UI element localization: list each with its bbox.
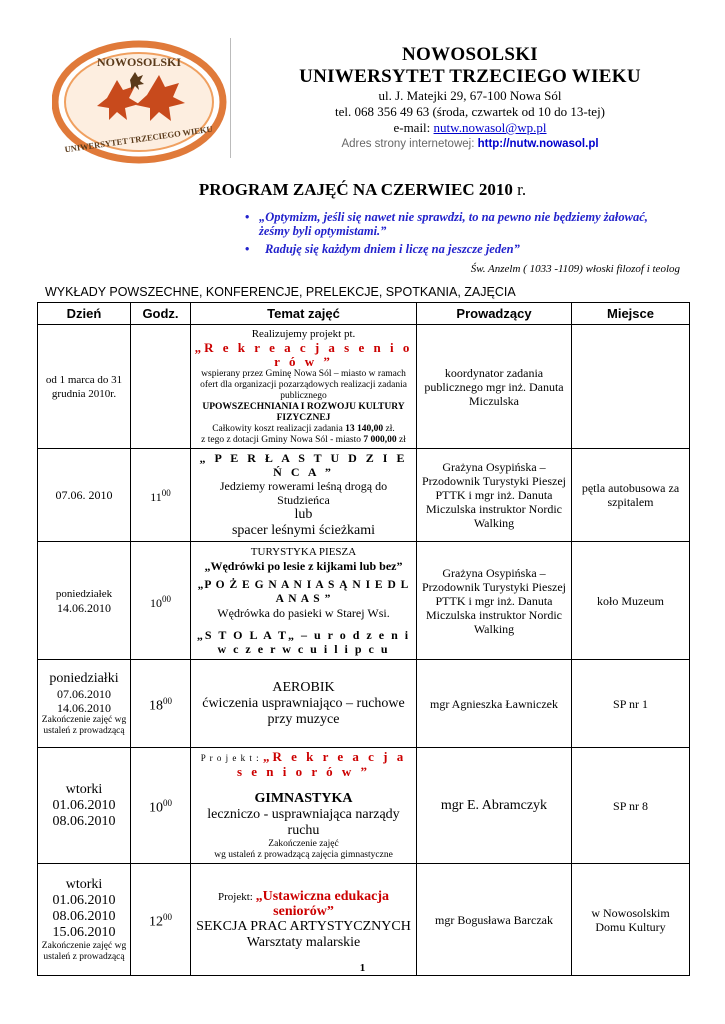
row1-l6 [194,424,413,435]
row5-l5: wg ustaleń z prowadzącą zajęcia gimnastyczne [214,850,393,860]
row5-l1 [194,750,413,779]
row2-place: pętla autobusowa za szpitalem [572,449,690,542]
header-title-1: NOWOSOLSKI [401,44,539,65]
table-row [38,325,690,449]
row1-l6c: zł. [383,424,395,434]
header-phone: tel. 068 356 49 63 (środa, czwartek od 10 do 13-tej) [334,104,606,119]
schedule-table [37,302,690,976]
row3-hour [131,542,191,660]
row4-day2: 07.06.2010 [57,686,111,701]
section-title: WYKŁADY POWSZECHNE, KONFERENCJE, PRELEKCJE, SPOTKANIA, ZAJĘCIA [45,285,516,299]
row4-l1: AEROBIK [272,679,335,695]
row5-topic [191,748,417,864]
row5-l3: leczniczo - usprawniająca narządy ruchu [207,807,400,838]
row5-place: SP nr 8 [572,748,690,864]
col-header-place: Miejsce [572,303,690,325]
row3-hour-m: 00 [162,593,171,604]
row5-l4: Zakończenie zajęć [268,839,339,849]
row1-topic [191,325,417,449]
table-row [38,748,690,864]
row6-topic [191,864,417,976]
col-header-hour: Godz. [131,303,191,325]
row4-place: SP nr 1 [572,660,690,748]
quote-2 [235,242,675,256]
row2-topic [191,449,417,542]
row3-l1: TURYSTYKA PIESZA [250,546,357,558]
row5-day3: 08.06.2010 [52,813,116,829]
col-header-topic: Temat zajęć [191,303,417,325]
row3-day1: poniedziałek [55,587,113,600]
row5-day [38,748,131,864]
row4-hour-h: 18 [149,698,163,714]
row1-l4: ofert dla organizacji pozarządowych realizacji zadania publicznego [200,380,407,401]
row6-place: w Nowosolskim Domu Kultury [572,864,690,976]
row2-lead: Grażyna Osypińska – Przodownik Turystyki Pieszej PTTK i mgr inż. Danuta Miczulska instruktor Nordic Walking [417,449,572,542]
row6-l3: Warsztaty malarskie [246,934,361,950]
row3-l2: „Wędrówki po lesie z kijkami lub bez” [204,559,403,573]
row1-l2: „R e k r e a c j a s e n i o r ó w ” [194,340,413,369]
row6-day1: wtorki [65,876,103,892]
row6-hour-m: 00 [163,911,172,922]
row6-l1b: „Ustawiczna edukacja seniorów” [255,888,389,919]
header-title-2: UNIWERSYTET TRZECIEGO WIEKU [299,66,641,87]
row5-l1b: „R e k r e a c j a s e n i o r ó w ” [236,749,407,779]
quote-1 [245,210,675,238]
row4-note: Zakończenie zajęć wg ustaleń z prowadzącą [41,714,127,736]
row6-hour [131,864,191,976]
row3-l6: w c z e r w c u i l i p c u [217,642,390,656]
row4-topic [191,660,417,748]
row6-hour-h: 12 [149,914,163,930]
row5-hour-m: 00 [163,797,172,808]
row3-day2: 14.06.2010 [57,600,111,615]
program-title [0,180,725,200]
row4-day [38,660,131,748]
row1-l5: UPOWSZECHNIANIA I ROZWOJU KULTURY FIZYCZNEJ [202,402,405,423]
row5-lead: mgr E. Abramczyk [417,748,572,864]
row6-day [38,864,131,976]
row5-hour [131,748,191,864]
row3-l3: „P O Ż E G N A N I A S Ą N I E D L A N A S ” [197,579,410,605]
program-title-suffix: r. [512,180,527,199]
row4-l2: ćwiczenia usprawniająco – ruchowe [202,695,405,711]
table-row [38,660,690,748]
row3-l4: Wędrówka do pasieki w Starej Wsi. [217,606,390,620]
row1-l7c: zł [396,435,406,445]
web-label: Adres strony internetowej: [341,138,478,150]
row5-day1: wtorki [65,781,103,797]
email-link[interactable]: nutw.nowasol@wp.pl [433,120,547,135]
bullet-icon: • [245,242,250,256]
row3-topic [191,542,417,660]
row3-day [38,542,131,660]
row6-l1 [194,889,413,919]
row1-l6a: Całkowity koszt realizacji zadania [212,424,346,434]
row6-l1a: Projekt: [218,890,256,903]
row1-l7b: 7 000,00 [363,435,397,445]
row4-lead: mgr Agnieszka Ławniczek [417,660,572,748]
quotes [245,210,675,256]
table-row [38,864,690,976]
logo [52,40,227,165]
row2-day: 07.06. 2010 [38,449,131,542]
row2-l1: „ P E R Ł A S T U D Z I E Ń C A ” [199,451,408,479]
table-row [38,542,690,660]
bullet-icon: • [245,210,250,224]
header-web-line [240,136,700,152]
quote-2-text: Raduję się każdym dniem i liczę na jeszcze jeden” [265,242,520,256]
col-header-lead: Prowadzący [417,303,572,325]
row2-hour [131,449,191,542]
row1-l6b: 13 140,00 [345,424,384,434]
quote-1-text: „Optymizm, jeśli się nawet nie sprawdzi, to na pewno nie będziemy żałować, żeśmy byli optymistami.” [259,210,648,238]
row5-l2: GIMNASTYKA [254,791,353,806]
row4-l3: przy muzyce [267,711,340,727]
row3-place: koło Muzeum [572,542,690,660]
row2-l3: lub [294,507,313,522]
col-header-day: Dzień [38,303,131,325]
row2-hour-h: 11 [150,490,162,504]
row5-hour-h: 10 [149,800,163,816]
row6-day2: 01.06.2010 [52,892,116,908]
row3-l5: „S T O L A T„ – u r o d z e n i [196,628,411,642]
header-address: ul. J. Matejki 29, 67-100 Nowa Sól [378,88,562,103]
row3-hour-h: 10 [150,595,162,610]
row6-note: Zakończenie zajęć wg ustaleń z prowadzącą [41,940,127,962]
logo-text-bottom: UNIWERSYTET TRZECIEGO WIEKU [63,123,214,155]
program-title-text: PROGRAM ZAJĘĆ NA CZERWIEC 2010 [198,180,513,199]
table-row [38,449,690,542]
page-number: 1 [359,962,366,974]
header [240,44,700,152]
row1-day: od 1 marca do 31 grudnia 2010r. [38,325,131,449]
header-email-line [240,120,700,136]
row6-day3: 08.06.2010 [52,908,116,924]
row2-l2: Jedziemy rowerami leśną drogą do Studzieńca [219,479,388,507]
row1-l3: wspierany przez Gminę Nowa Sól – miasto w ramach [201,369,406,379]
table-header-row [38,303,690,325]
row1-l7a: z tego z dotacji Gminy Nowa Sól - miasto [201,435,364,445]
row1-l7 [194,435,413,446]
row1-l1: Realizujemy projekt pt. [251,328,356,340]
header-divider [230,38,231,158]
row5-day2: 01.06.2010 [52,797,116,813]
row4-day3: 14.06.2010 [57,700,111,715]
row4-hour [131,660,191,748]
row6-l2: SEKCJA PRAC ARTYSTYCZNYCH [196,918,411,934]
row1-hour [131,325,191,449]
web-link[interactable]: http://nutw.nowasol.pl [477,138,599,150]
row6-day4: 15.06.2010 [52,924,116,940]
logo-text-top: NOWOSOLSKI [96,55,182,69]
row4-day1: poniedziałki [49,670,119,686]
quote-author: Św. Anzelm ( 1033 -1109) włoski filozof i teolog [470,263,680,275]
row6-lead: mgr Bogusława Barczak [417,864,572,976]
row1-lead: koordynator zadania publicznego mgr inż. Danuta Miczulska [417,325,572,449]
row3-lead: Grażyna Osypińska – Przodownik Turystyki Pieszej PTTK i mgr inż. Danuta Miczulska instruktor Nordic Walking [417,542,572,660]
row2-hour-m: 00 [161,488,171,498]
row2-l4: spacer leśnymi ścieżkami [231,523,376,538]
row4-hour-m: 00 [163,695,172,706]
row5-l1a: P r o j e k t : [200,753,263,763]
row1-place [572,325,690,449]
email-label: e-mail: [393,120,434,135]
